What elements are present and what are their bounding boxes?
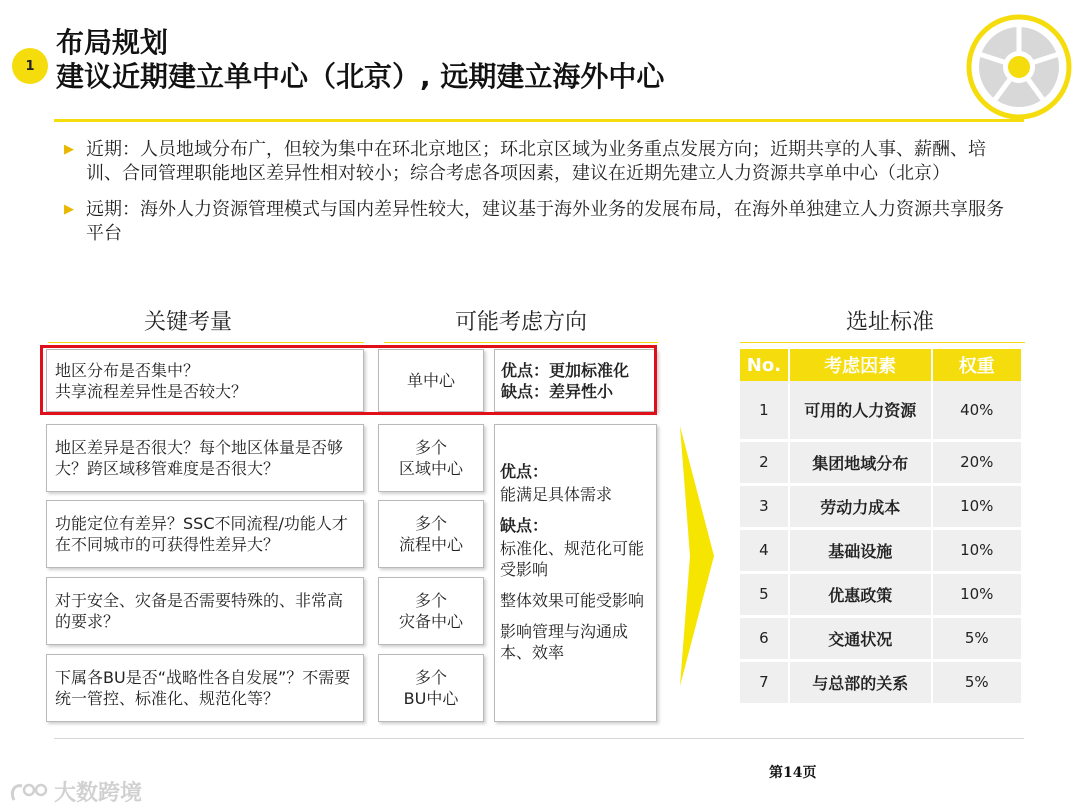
question-box-single: 地区分布是否集中？ 共享流程差异性是否较大？ xyxy=(46,349,364,412)
triangle-bullet-icon: ▶ xyxy=(64,142,74,157)
cell-weight: 10% xyxy=(932,572,1022,616)
con-line: 缺点：差异性小 xyxy=(501,382,614,401)
center-box-bu: 多个 BU中心 xyxy=(378,654,484,722)
center-box-disaster: 多个 灾备中心 xyxy=(378,577,484,645)
cell-factor: 可用的人力资源 xyxy=(789,381,932,440)
arrow-right-icon xyxy=(676,426,716,686)
cell-weight: 5% xyxy=(932,616,1022,660)
page-number: 第14页 xyxy=(769,765,817,781)
cell-weight: 10% xyxy=(932,528,1022,572)
cell-factor: 优惠政策 xyxy=(789,572,932,616)
center-box-regional: 多个 区域中心 xyxy=(378,424,484,492)
pro-text: 能满足具体需求 xyxy=(500,485,613,504)
watermark-logo-icon xyxy=(8,780,48,804)
table-row xyxy=(740,440,1022,484)
watermark xyxy=(8,776,142,807)
table-row xyxy=(740,381,1022,440)
table-row xyxy=(740,484,1022,528)
recommended-option-highlight xyxy=(40,345,657,415)
cell-factor: 劳动力成本 xyxy=(789,484,932,528)
page-subtitle: 建议近期建立单中心（北京）, 远期建立海外中心 xyxy=(56,60,665,93)
wheel-logo-icon xyxy=(966,14,1072,120)
cell-no: 3 xyxy=(740,484,789,528)
cell-no: 5 xyxy=(740,572,789,616)
section-underline xyxy=(384,342,658,343)
table-row xyxy=(740,572,1022,616)
section-number-badge: 1 xyxy=(12,48,48,84)
header-weight: 权重 xyxy=(932,349,1022,381)
header-no: No. xyxy=(740,349,789,381)
con-item: 标准化、规范化可能受影响 xyxy=(500,539,645,579)
cell-factor: 与总部的关系 xyxy=(789,660,932,704)
page-title: 布局规划 xyxy=(56,26,169,59)
multi-center-pros-cons xyxy=(494,424,657,722)
summary-bullets xyxy=(64,138,1004,258)
pro-label: 优点： xyxy=(500,462,549,481)
table-row xyxy=(740,660,1022,704)
question-box-bu: 下属各BU是否“战略性各自发展”？不需要统一管控、标准化、规范化等？ xyxy=(46,654,364,722)
watermark-text: 大数跨境 xyxy=(54,781,143,806)
bullet-long-term: ▶ 远期：海外人力资源管理模式与国内差异性较大，建议基于海外业务的发展布局，在海外单独建立人力资源共享服务平台 xyxy=(64,199,1004,244)
cell-no: 2 xyxy=(740,440,789,484)
bullet-near-term: ▶ 近期：人员地域分布广，但较为集中在环北京地区；环北京区域为业务重点发展方向；近期共享的人事、薪酬、培训、合同管理职能地区差异性相对较小；综合考虑各项因素，建议在近期先建立人力资源共享单中心（北京） xyxy=(64,139,986,184)
cell-weight: 20% xyxy=(932,440,1022,484)
table-row xyxy=(740,528,1022,572)
con-item: 整体效果可能受影响 xyxy=(500,591,645,610)
center-box-process: 多个 流程中心 xyxy=(378,500,484,568)
table-header-row xyxy=(740,349,1022,381)
question-box-disaster: 对于安全、灾备是否需要特殊的、非常高的要求？ xyxy=(46,577,364,645)
section-possible-directions: 可能考虑方向 xyxy=(454,310,587,335)
section-underline xyxy=(740,342,1025,343)
con-label: 缺点： xyxy=(500,516,549,535)
pro-line: 优点：更加标准化 xyxy=(501,361,630,380)
question-box-process: 功能定位有差异？SSC不同流程/功能人才在不同城市的可获得性差异大？ xyxy=(46,500,364,568)
cell-factor: 集团地域分布 xyxy=(789,440,932,484)
question-box-regional: 地区差异是否很大？每个地区体量是否够大？跨区域移管难度是否很大？ xyxy=(46,424,364,492)
site-criteria-table xyxy=(740,349,1023,706)
cell-no: 4 xyxy=(740,528,789,572)
cell-weight: 40% xyxy=(932,381,1022,440)
cell-factor: 基础设施 xyxy=(789,528,932,572)
cell-factor: 交通状况 xyxy=(789,616,932,660)
cell-no: 1 xyxy=(740,381,789,440)
cell-weight: 10% xyxy=(932,484,1022,528)
cell-no: 6 xyxy=(740,616,789,660)
cell-weight: 5% xyxy=(932,660,1022,704)
section-site-criteria: 选址标准 xyxy=(845,310,934,335)
header-divider xyxy=(54,119,1024,122)
footer-divider xyxy=(54,738,1024,739)
table-row xyxy=(740,616,1022,660)
con-item: 影响管理与沟通成本、效率 xyxy=(500,622,629,662)
section-key-considerations: 关键考量 xyxy=(143,310,232,335)
section-underline xyxy=(48,342,364,343)
header-factor: 考虑因素 xyxy=(789,349,932,381)
triangle-bullet-icon: ▶ xyxy=(64,202,74,217)
cell-no: 7 xyxy=(740,660,789,704)
center-box-single: 单中心 xyxy=(378,349,484,412)
